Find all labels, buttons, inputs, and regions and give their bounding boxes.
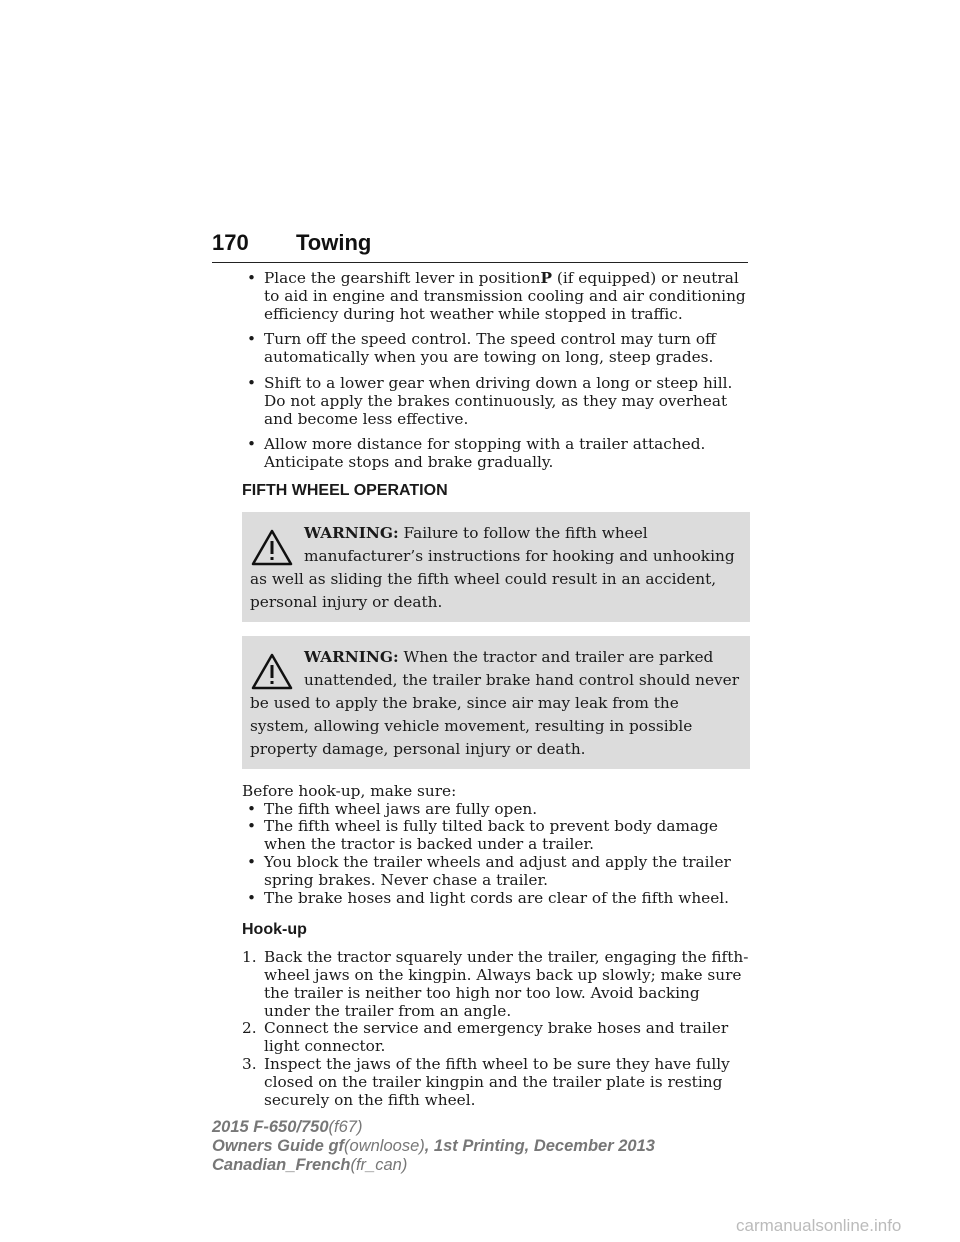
warning-label: WARNING: xyxy=(304,647,399,666)
list-item xyxy=(242,949,750,1020)
before-hookup-text: Before hook-up, make sure: xyxy=(242,781,457,800)
hookup-steps xyxy=(242,949,750,1109)
footer-line: Canadian_French(fr_can) xyxy=(212,1156,408,1174)
step-number: 3. xyxy=(242,1054,257,1073)
step-number: 1. xyxy=(242,948,257,967)
warning-triangle-icon xyxy=(250,528,294,568)
page-number: 170 xyxy=(212,230,249,255)
towing-tips-list xyxy=(242,270,750,472)
watermark: carmanualsonline.info xyxy=(736,1216,902,1235)
list-item: • Turn off the speed control. The speed control may turn off automatically when you are towing on long, steep grades. xyxy=(242,331,750,367)
hookup-checklist xyxy=(242,801,750,908)
list-item: • Place the gearshift lever in positionP (if equipped) or neutral to aid in engine and transmission cooling and air conditioning efficiency during hot weather while stopped in traffic. xyxy=(242,270,750,323)
step-text: Back the tractor squarely under the trailer, engaging the fifth-wheel jaws on the kingpin. Always back up slowly; make sure the trailer is neither too high nor too low. Avoid backing under the trailer from an angle. xyxy=(264,948,749,1020)
warning-box xyxy=(242,512,750,622)
warning-text: Failure to follow the fifth wheel manufacturer’s instructions for hooking and unhooking as well as sliding the fifth wheel could result in an accident, personal injury or death. xyxy=(250,523,735,611)
list-item: • You block the trailer wheels and adjust and apply the trailer spring brakes. Never chase a trailer. xyxy=(242,854,750,890)
warning-label: WARNING: xyxy=(304,523,399,542)
warning-triangle-icon xyxy=(250,652,294,692)
step-number: 2. xyxy=(242,1019,257,1038)
list-item xyxy=(242,1056,750,1109)
page-header xyxy=(212,228,748,263)
footer-line: Owners Guide gf(ownloose), 1st Printing, December 2013 xyxy=(212,1137,655,1155)
page-content xyxy=(242,270,750,1109)
list-item: • Allow more distance for stopping with a trailer attached. Anticipate stops and brake gradually. xyxy=(242,436,750,472)
list-item: • The fifth wheel jaws are fully open. xyxy=(242,801,750,819)
hookup-heading: Hook-up xyxy=(242,921,307,939)
list-item: • The fifth wheel is fully tilted back to prevent body damage when the tractor is backed under a trailer. xyxy=(242,818,750,854)
warning-text: When the tractor and trailer are parked unattended, the trailer brake hand control should never be used to apply the brake, since air may leak from the system, allowing vehicle movement, resulting in possible property damage, personal injury or death. xyxy=(250,647,740,758)
chapter-title: Towing xyxy=(296,230,372,255)
list-item xyxy=(242,1020,750,1056)
section-heading: FIFTH WHEEL OPERATION xyxy=(242,481,448,499)
warning-box xyxy=(242,636,750,769)
footer-line: 2015 F-650/750(f67) xyxy=(212,1118,363,1136)
step-text: Connect the service and emergency brake hoses and trailer light connector. xyxy=(264,1019,729,1056)
list-item: • Shift to a lower gear when driving down a long or steep hill. Do not apply the brakes continuously, as they may overheat and become less effective. xyxy=(242,375,750,428)
step-text: Inspect the jaws of the fifth wheel to be sure they have fully closed on the trailer kingpin and the trailer plate is resting securely on the fifth wheel. xyxy=(264,1054,730,1109)
list-item: • The brake hoses and light cords are clear of the fifth wheel. xyxy=(242,890,750,908)
document-footer xyxy=(212,1118,752,1175)
